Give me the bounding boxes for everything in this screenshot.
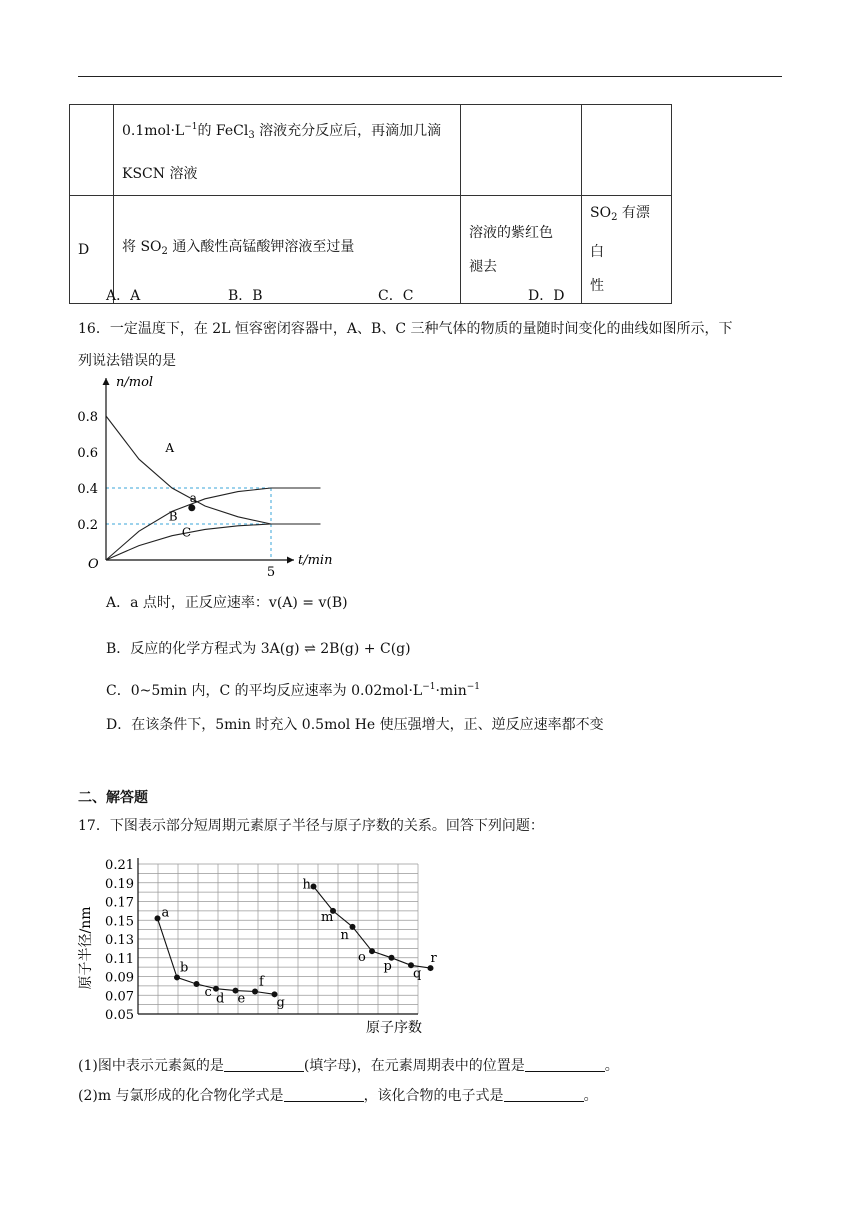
- point-label: n: [340, 927, 349, 943]
- series-label-B: B: [168, 509, 178, 524]
- series-line-2: [314, 887, 431, 969]
- q15-option-c: C．C: [378, 288, 414, 304]
- answer-blank[interactable]: [504, 1087, 584, 1102]
- origin-label: O: [88, 557, 99, 572]
- atomic-radius-chart: [76, 846, 436, 1038]
- section-heading: 二、解答题: [78, 790, 148, 806]
- y-tick-label: 0.17: [105, 895, 134, 911]
- y-tick-label: 0.11: [105, 951, 134, 967]
- table-cell-operation: 将 $SO_2$ 通入酸性高锰酸钾溶液至过量: [114, 196, 461, 304]
- table-cell-empty: [582, 105, 672, 196]
- point-label: o: [358, 950, 366, 966]
- q17-stem: 17．下图表示部分短周期元素原子半径与原子序数的关系。回答下列问题：: [78, 818, 544, 834]
- data-point: [311, 884, 317, 890]
- q16-option-a: A．a 点时，正反应速率：v(A) = v(B): [106, 595, 348, 611]
- x-tick-label: 5: [266, 565, 276, 580]
- y-tick-label: 0.2: [77, 518, 98, 533]
- table-cell-conclusion: $SO_2$ 有漂白 性: [582, 196, 672, 304]
- series-label-C: C: [181, 525, 192, 540]
- series-line-C: [106, 524, 321, 560]
- answer-blank[interactable]: [284, 1087, 364, 1102]
- point-label: b: [180, 960, 189, 976]
- table-cell-label: D: [70, 196, 114, 304]
- data-point: [155, 915, 161, 921]
- header-rule: [78, 76, 782, 77]
- y-tick-label: 0.21: [105, 858, 134, 873]
- y-tick-label: 0.07: [105, 989, 134, 1005]
- experiment-table: [69, 104, 672, 304]
- q16-option-d: D．在该条件下，5min 时充入 0.5mol He 使压强增大，正、逆反应速率都不变: [106, 717, 604, 733]
- mole-time-chart: [70, 372, 350, 582]
- y-tick-label: 0.09: [105, 970, 134, 986]
- answer-blank[interactable]: [224, 1057, 304, 1072]
- data-point: [350, 924, 356, 930]
- point-label: r: [430, 951, 437, 967]
- point-label: m: [321, 909, 334, 925]
- data-point: [252, 989, 258, 995]
- y-axis-label: n/mol: [116, 375, 154, 390]
- table-row: [70, 105, 672, 196]
- point-label: p: [383, 958, 392, 974]
- y-tick-label: 0.19: [105, 876, 134, 892]
- series-line-A: [106, 416, 321, 524]
- point-label: q: [413, 966, 422, 982]
- table-row: [70, 196, 672, 304]
- y-axis-label: 原子半径/nm: [78, 906, 94, 990]
- point-label: g: [276, 995, 285, 1011]
- table-cell-operation: $0.1mol\cdot L^{-1}$的 FeCl$_3$ 溶液充分反应后，再滴加几滴 KSCN 溶液: [114, 105, 461, 196]
- q17-sub1: (1)图中表示元素氮的是 (填字母)，在元素周期表中的位置是 。: [78, 1058, 619, 1074]
- x-axis-label: t/min: [298, 553, 333, 568]
- data-point: [194, 981, 200, 987]
- y-tick-label: 0.05: [105, 1008, 134, 1023]
- y-tick-label: 0.6: [77, 446, 98, 461]
- point-label: h: [302, 877, 311, 893]
- table-cell-empty: [461, 105, 582, 196]
- y-tick-label: 0.4: [77, 482, 98, 497]
- table-cell-empty: [70, 105, 114, 196]
- y-tick-label: 0.8: [77, 410, 98, 425]
- answer-blank[interactable]: [525, 1057, 605, 1072]
- x-axis-label: 原子序数: [366, 1020, 422, 1036]
- q15-option-b: B．B: [228, 288, 263, 304]
- table-cell-phenomenon: 溶液的紫红色 褪去: [461, 196, 582, 304]
- point-label: c: [204, 985, 212, 1000]
- series-label-A: A: [165, 441, 175, 455]
- q16-option-c: C．0~5min 内，C 的平均反应速率为 $0.02mol\cdot L^{-1}\cdot\min^{-1}$: [106, 682, 480, 699]
- point-label: a: [189, 490, 197, 505]
- q16-option-b: B．反应的化学方程式为 3A(g) ⇌ 2B(g) + C(g): [106, 641, 411, 657]
- data-point: [369, 948, 375, 954]
- q16-stem-line2: 列说法错误的是: [78, 353, 176, 369]
- point-label: e: [237, 991, 246, 1007]
- point-label: a: [161, 905, 170, 921]
- y-tick-label: 0.15: [105, 914, 134, 930]
- point-label: d: [216, 991, 225, 1007]
- q17-sub2: (2)m 与氯形成的化合物化学式是 ，该化合物的电子式是 。: [78, 1088, 598, 1104]
- y-tick-label: 0.13: [105, 933, 134, 948]
- q16-stem-line1: 16．一定温度下，在 2L 恒容密闭容器中，A、B、C 三种气体的物质的量随时间变化的曲线如图所示，下: [78, 321, 733, 337]
- q15-option-d: D．D: [528, 288, 565, 304]
- point-label: f: [259, 974, 264, 990]
- q15-option-a: A．A: [106, 288, 141, 304]
- point-a: [188, 504, 195, 511]
